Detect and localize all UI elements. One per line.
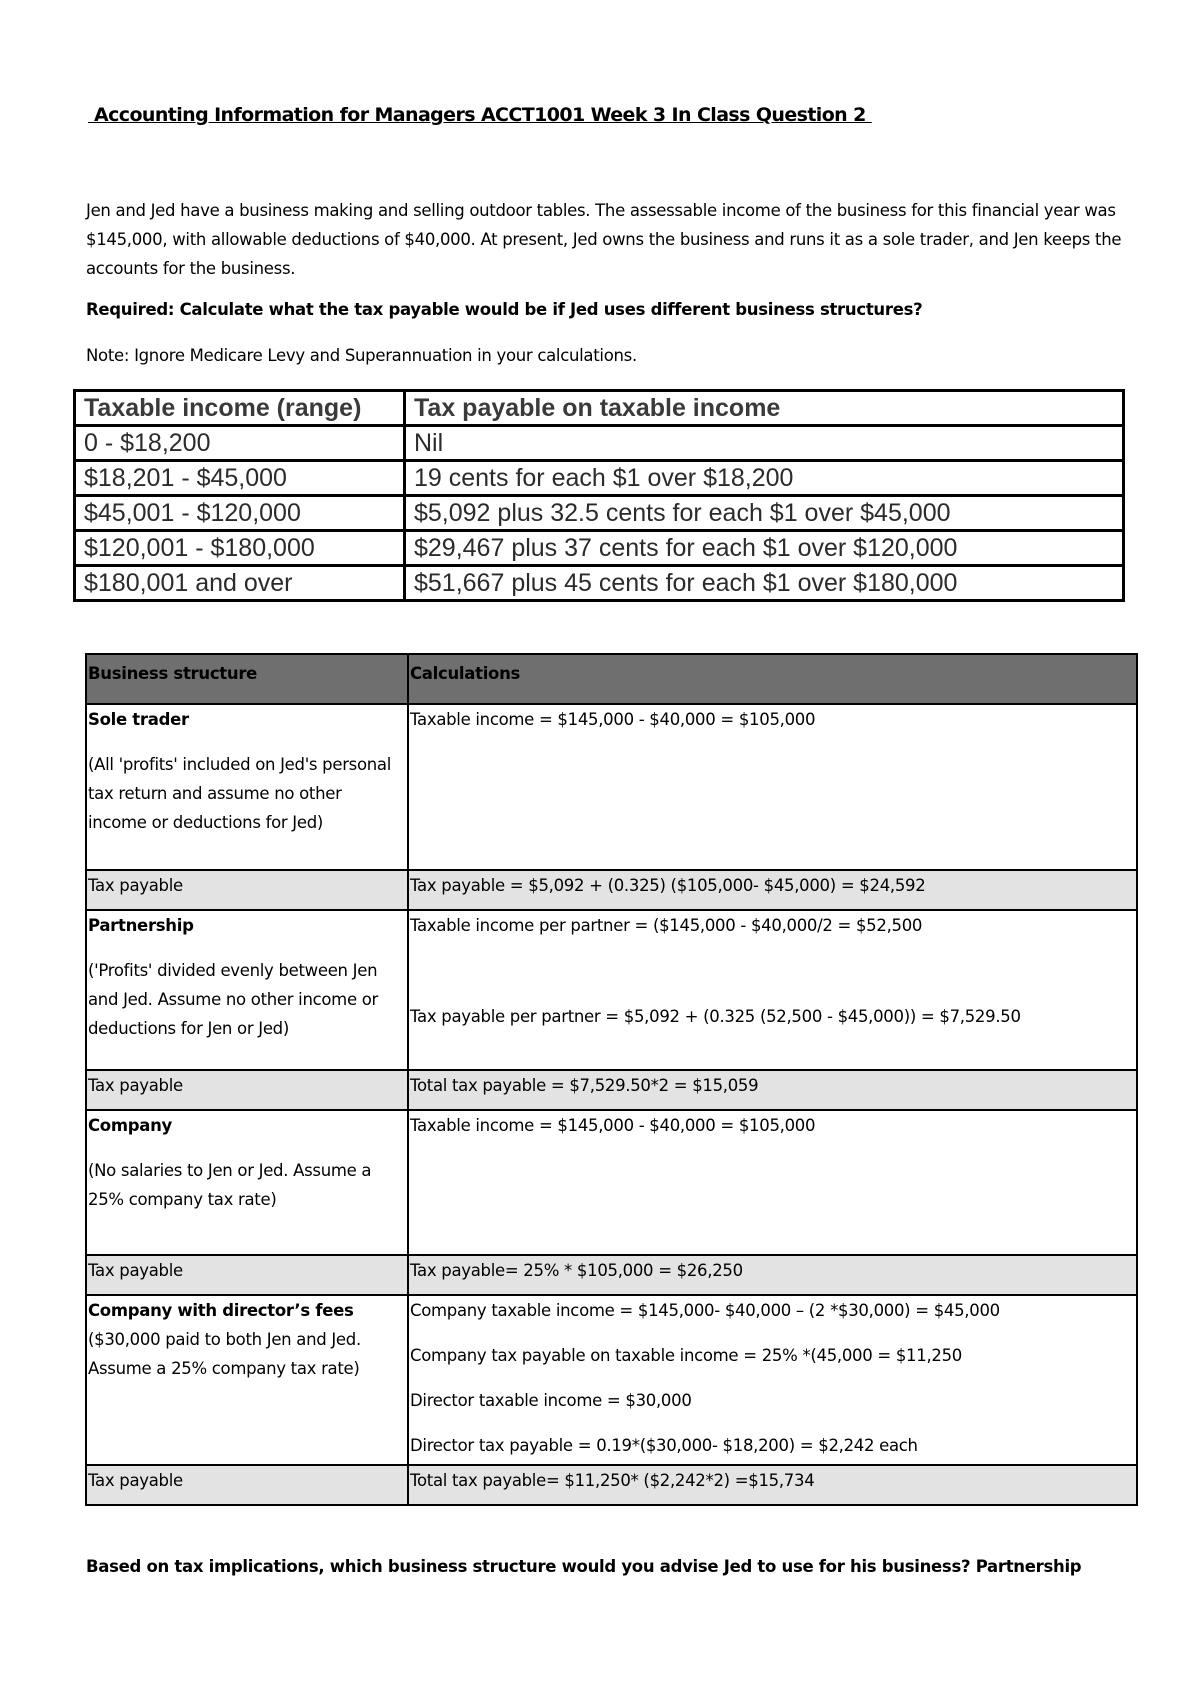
- sole-trader-row: [86, 704, 1137, 870]
- sole-trader-name: Sole trader: [88, 710, 189, 729]
- sole-trader-tax-calc: Tax payable = $5,092 + (0.325) ($105,000- $45,000) = $24,592: [408, 870, 1137, 910]
- director-taxable-income: Director taxable income = $30,000: [410, 1391, 692, 1410]
- partnership-tax-row: [86, 1070, 1137, 1110]
- sole-trader-tax-row: [86, 870, 1137, 910]
- tax-rate-header-payable: Tax payable on taxable income: [405, 391, 1124, 426]
- company-fees-name: Company with director’s fees: [88, 1301, 354, 1320]
- tax-rate-row: [75, 531, 1124, 566]
- tax-rate-payable: $29,467 plus 37 cents for each $1 over $120,000: [405, 531, 1124, 566]
- document-title: Accounting Information for Managers ACCT1001 Week 3 In Class Question 2: [88, 104, 872, 126]
- company-row: [86, 1110, 1137, 1255]
- director-tax-payable: Director tax payable = 0.19*($30,000- $18,200) = $2,242 each: [410, 1436, 918, 1455]
- partnership-name: Partnership: [88, 916, 194, 935]
- partnership-tax-label: Tax payable: [86, 1070, 408, 1110]
- company-fees-calc-tax: Company tax payable on taxable income = 25% *(45,000 = $11,250: [410, 1346, 962, 1365]
- partnership-calc-income: Taxable income per partner = ($145,000 - $40,000/2 = $52,500: [410, 916, 923, 935]
- tax-rate-range: $18,201 - $45,000: [75, 461, 405, 496]
- company-cell: [86, 1110, 408, 1255]
- company-fees-tax-label: Tax payable: [86, 1465, 408, 1505]
- company-fees-calc-income: Company taxable income = $145,000- $40,000 – (2 *$30,000) = $45,000: [410, 1301, 1000, 1320]
- sole-trader-cell: [86, 704, 408, 870]
- calc-header-calculations: Calculations: [408, 654, 1137, 704]
- business-structure-table: [85, 653, 1138, 1506]
- company-fees-desc: ($30,000 paid to both Jen and Jed. Assume a 25% company tax rate): [88, 1330, 361, 1378]
- tax-rate-header-row: [75, 391, 1124, 426]
- sole-trader-calc: Taxable income = $145,000 - $40,000 = $105,000: [410, 710, 816, 729]
- tax-rate-header-range: Taxable income (range): [75, 391, 405, 426]
- calc-header-row: [86, 654, 1137, 704]
- final-question-answer: Based on tax implications, which business structure would you advise Jed to use for his business? Partnership: [86, 1557, 1082, 1576]
- partnership-calc-cell: [408, 910, 1137, 1070]
- tax-rate-table: [73, 389, 1125, 602]
- partnership-desc: ('Profits' divided evenly between Jen and Jed. Assume no other income or deductions for Jen or Jed): [88, 961, 379, 1038]
- company-tax-label: Tax payable: [86, 1255, 408, 1295]
- intro-paragraph: Jen and Jed have a business making and selling outdoor tables. The assessable income of the business for this financial year was $145,000, with allowable deductions of $40,000. At present, Jed owns the business and runs it as a sole trader, and Jen keeps the accounts for the business.: [86, 201, 1122, 278]
- company-fees-cell: [86, 1295, 408, 1465]
- sole-trader-desc: (All 'profits' included on Jed's personal tax return and assume no other income or deductions for Jed): [88, 755, 392, 832]
- required-statement: Required: Calculate what the tax payable would be if Jed uses different business structures?: [86, 300, 923, 319]
- partnership-row: [86, 910, 1137, 1070]
- company-fees-tax-calc: Total tax payable= $11,250* ($2,242*2) =$15,734: [408, 1465, 1137, 1505]
- tax-rate-row: [75, 461, 1124, 496]
- company-fees-calc-cell: [408, 1295, 1137, 1465]
- partnership-cell: [86, 910, 408, 1070]
- tax-rate-range: $45,001 - $120,000: [75, 496, 405, 531]
- tax-rate-range: $120,001 - $180,000: [75, 531, 405, 566]
- tax-rate-payable: $5,092 plus 32.5 cents for each $1 over $45,000: [405, 496, 1124, 531]
- partnership-calc-tax: Tax payable per partner = $5,092 + (0.325 (52,500 - $45,000)) = $7,529.50: [410, 1007, 1021, 1026]
- sole-trader-calc-cell: [408, 704, 1137, 870]
- company-desc: (No salaries to Jen or Jed. Assume a 25% company tax rate): [88, 1161, 372, 1209]
- company-fees-row: [86, 1295, 1137, 1465]
- note-statement: Note: Ignore Medicare Levy and Superannuation in your calculations.: [86, 346, 637, 365]
- company-name: Company: [88, 1116, 172, 1135]
- tax-rate-row: [75, 426, 1124, 461]
- company-calc: Taxable income = $145,000 - $40,000 = $105,000: [410, 1116, 816, 1135]
- company-tax-calc: Tax payable= 25% * $105,000 = $26,250: [408, 1255, 1137, 1295]
- company-fees-tax-row: [86, 1465, 1137, 1505]
- tax-rate-payable: Nil: [405, 426, 1124, 461]
- tax-rate-payable: $51,667 plus 45 cents for each $1 over $180,000: [405, 566, 1124, 601]
- tax-rate-payable: 19 cents for each $1 over $18,200: [405, 461, 1124, 496]
- company-tax-row: [86, 1255, 1137, 1295]
- tax-rate-range: $180,001 and over: [75, 566, 405, 601]
- tax-rate-row: [75, 496, 1124, 531]
- tax-rate-range: 0 - $18,200: [75, 426, 405, 461]
- calc-header-structure: Business structure: [86, 654, 408, 704]
- partnership-tax-calc: Total tax payable = $7,529.50*2 = $15,059: [408, 1070, 1137, 1110]
- sole-trader-tax-label: Tax payable: [86, 870, 408, 910]
- tax-rate-row: [75, 566, 1124, 601]
- company-calc-cell: [408, 1110, 1137, 1255]
